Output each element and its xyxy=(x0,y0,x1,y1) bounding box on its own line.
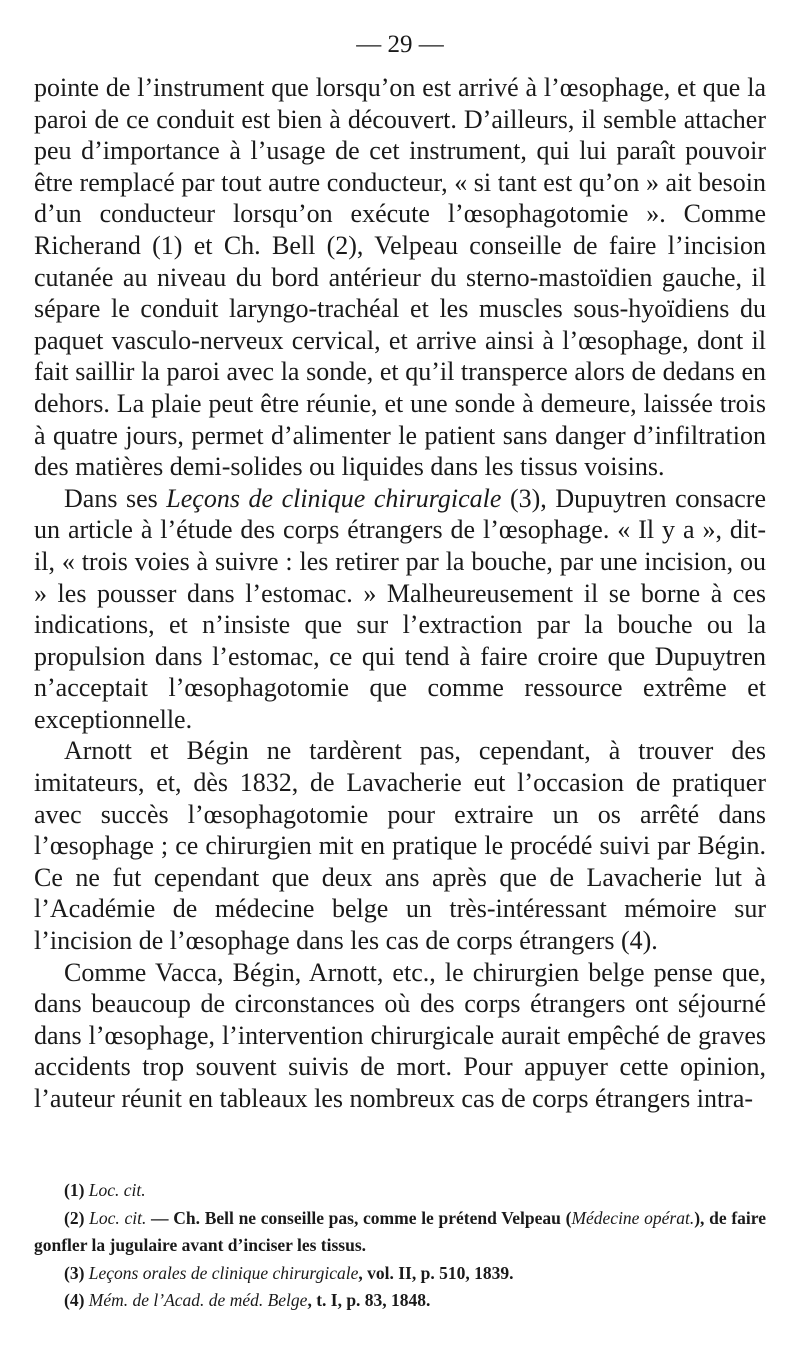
citation: Leçons orales de clinique chirurgicale xyxy=(88,1262,359,1283)
citation: Mém. de l’Acad. de méd. Belge xyxy=(88,1290,308,1310)
footnote-text: , t. I, p. 83, 1848. xyxy=(307,1290,431,1310)
text-run: Arnott et Bégin ne tardèrent pas, cependant, à trouver des imitateurs, et, dès 1832, de Lavacherie eut l’occasion de pratiquer avec succès l’œsophagotomie pour extraire un os arrêté dans l’œsophage ; ce chirurgien mit en pratique le procédé suivi par Bégin. Ce ne fut cependant que deux ans après que de Lavacherie lut à l’Académie de médecine belge un très-intéressant mémoire sur l’incision de l’œsophage dans les cas de corps étrangers (4). xyxy=(34,736,766,956)
footnote-text: , vol. II, p. 510, 1839. xyxy=(358,1262,514,1283)
citation: Loc. cit. xyxy=(89,1207,147,1228)
paragraph xyxy=(34,72,766,483)
citation: Loc. cit. xyxy=(88,1180,146,1200)
footnote-marker: (3) xyxy=(64,1262,89,1283)
book-title: Leçons de clinique chirurgicale xyxy=(166,483,502,513)
footnote-1 xyxy=(34,1177,766,1205)
body-text xyxy=(34,72,766,1115)
footnote-marker: (2) xyxy=(64,1207,90,1228)
footnote-marker: (4) xyxy=(64,1290,89,1310)
footnote-text: — Ch. Bell ne conseille pas, comme le prétend Velpeau ( xyxy=(146,1207,572,1228)
text-run: pointe de l’instrument que lorsqu’on est arrivé à l’œsophage, et que la paroi de ce conduit est bien à découvert. D’ailleurs, il semble attacher peu d’importance à l’usage de cet instrument, qui lui paraît pouvoir être remplacé par tout autre conducteur, « si tant est qu’on » ait besoin d’un conducteur lorsqu’on exécute l’œsophagotomie ». Comme Richerand (1) et Ch. Bell (2), Velpeau conseille de faire l’incision cutanée au niveau du bord antérieur du sterno-mastoïdien gauche, il sépare le conduit laryngo-trachéal et les muscles sous-hyoïdiens du paquet vasculo-nerveux cervical, et arrive ainsi à l’œsophage, dont il fait saillir la paroi avec la sonde, et qu’il transperce alors de dedans en dehors. La plaie peut être réunie, et une sonde à demeure, laissée trois à quatre jours, permet d’alimenter le patient sans danger d’infiltration des matières demi-solides ou liquides dans les tissus voisins. xyxy=(34,73,766,482)
text-run: Dans ses xyxy=(64,483,167,513)
document-page xyxy=(34,30,766,1115)
footnotes xyxy=(34,1177,766,1315)
footnote-2 xyxy=(34,1205,766,1260)
paragraph xyxy=(34,483,766,736)
paragraph xyxy=(34,735,766,956)
text-run: (3), Dupuytren consacre un article à l’étude des corps étrangers de l’œsophage. « Il y a », dit-il, « trois voies à suivre : les retirer par la bouche, par une incision, ou » les pousser dans l’estomac. » Malheureusement il se borne à ces indications, et n’insiste que sur l’extraction par la bouche ou la propulsion dans l’estomac, ce qui tend à faire croire que Dupuytren n’acceptait l’œsophagotomie que comme ressource extrême et exceptionnelle. xyxy=(34,483,767,734)
citation: Médecine opérat. xyxy=(571,1207,695,1228)
footnote-3 xyxy=(34,1260,766,1288)
footnote-marker: (1) xyxy=(64,1180,89,1200)
paragraph xyxy=(34,957,766,1115)
page-number: — 29 — xyxy=(356,31,444,58)
footnote-4 xyxy=(34,1287,766,1315)
footnote-text: ), de faire gonfler la jugulaire avant d’inciser les tissus. xyxy=(34,1207,767,1255)
text-run: Comme Vacca, Bégin, Arnott, etc., le chirurgien belge pense que, dans beaucoup de circonstances où des corps étrangers ont séjourné dans l’œsophage, l’intervention chirurgicale aurait empêché de graves accidents trop souvent suivis de mort. Pour appuyer cette opinion, l’auteur réunit en tableaux les nombreux cas de corps étrangers intra- xyxy=(34,957,766,1113)
